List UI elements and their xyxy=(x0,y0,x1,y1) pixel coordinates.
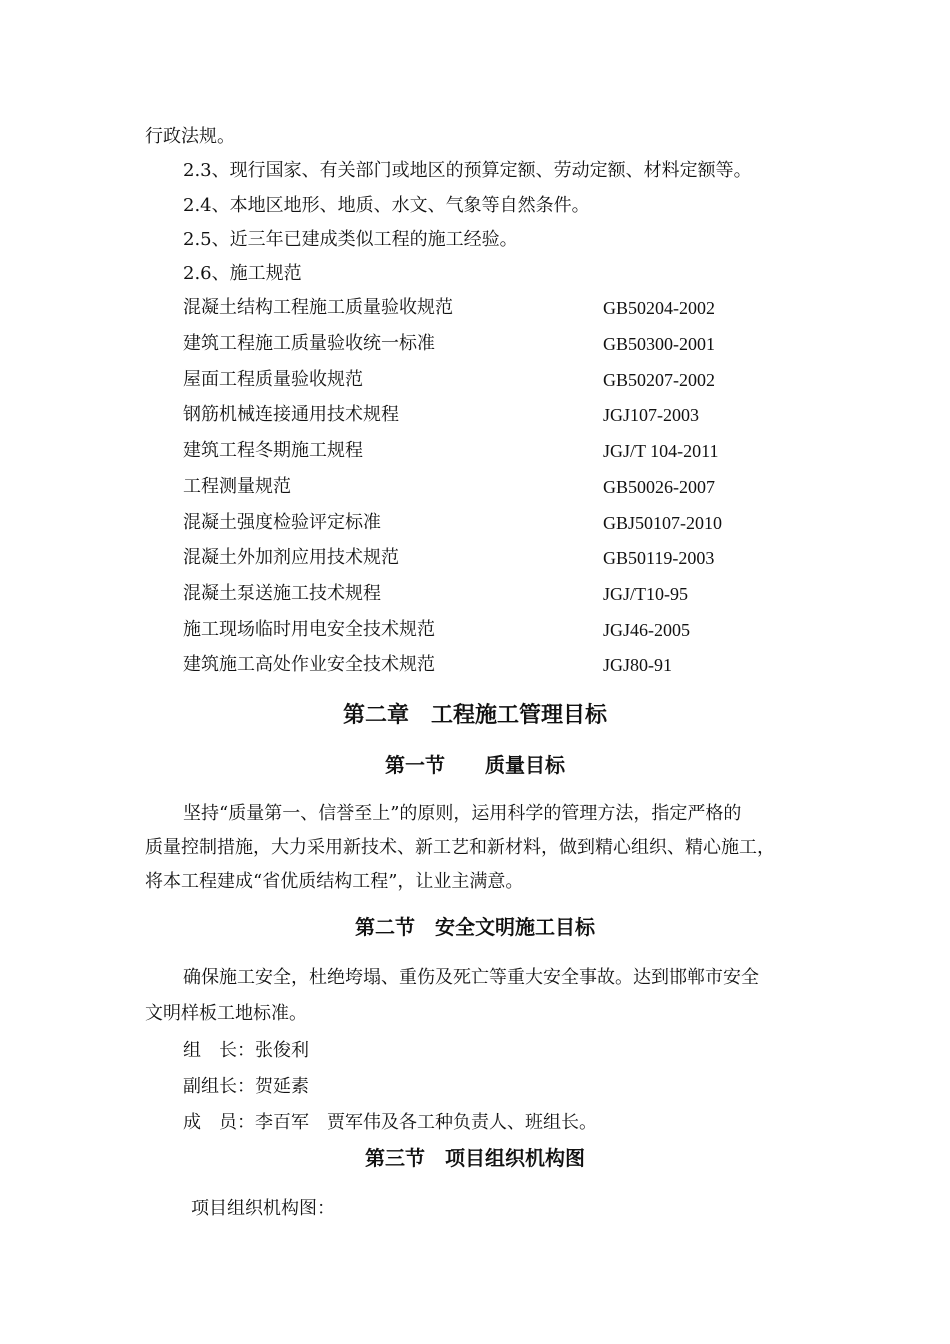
paragraph-line: 文明样板工地标准。 xyxy=(145,1003,307,1024)
spec-name: 混凝土结构工程施工质量验收规范 xyxy=(183,297,453,318)
paragraph-line: 坚持“质量第一、信誉至上”的原则，运用科学的管理方法，指定严格的 xyxy=(183,803,742,824)
spec-code: JGJ46-2005 xyxy=(603,620,691,640)
spec-code: JGJ/T 104-2011 xyxy=(603,441,719,461)
spec-code: JGJ/T10-95 xyxy=(603,584,688,604)
spec-name: 屋面工程质量验收规范 xyxy=(183,369,363,390)
section-title: 第二节 安全文明施工目标 xyxy=(355,915,595,939)
org-chart-label: 项目组织机构图： xyxy=(191,1198,335,1219)
spec-code: GB50026-2007 xyxy=(603,477,715,497)
paragraph-line: 将本工程建成“省优质结构工程”，让业主满意。 xyxy=(145,871,524,892)
spec-code: JGJ80-91 xyxy=(603,655,673,675)
intro-line: 2.5、近三年已建成类似工程的施工经验。 xyxy=(183,229,518,250)
spec-code: GB50207-2002 xyxy=(603,370,715,390)
spec-code: GBJ50107-2010 xyxy=(603,513,723,533)
spec-code: JGJ107-2003 xyxy=(603,405,700,425)
intro-line: 2.3、现行国家、有关部门或地区的预算定额、劳动定额、材料定额等。 xyxy=(183,160,752,181)
spec-name: 建筑工程冬期施工规程 xyxy=(183,440,363,461)
spec-name: 混凝土外加剂应用技术规范 xyxy=(183,547,399,568)
spec-code: GB50204-2002 xyxy=(603,298,715,318)
team-deputy: 副组长：贺延素 xyxy=(183,1076,309,1097)
spec-name: 钢筋机械连接通用技术规程 xyxy=(183,404,399,425)
paragraph-line: 确保施工安全，杜绝垮塌、重伤及死亡等重大安全事故。达到邯郸市安全 xyxy=(183,967,759,988)
spec-code: GB50119-2003 xyxy=(603,548,715,568)
spec-name: 工程测量规范 xyxy=(183,476,291,497)
spec-code: GB50300-2001 xyxy=(603,334,715,354)
spec-name: 混凝土泵送施工技术规程 xyxy=(183,583,381,604)
spec-name: 建筑施工高处作业安全技术规范 xyxy=(183,654,435,675)
chapter-title: 第二章 工程施工管理目标 xyxy=(342,702,607,728)
section-title: 第三节 项目组织机构图 xyxy=(365,1146,585,1170)
spec-name: 建筑工程施工质量验收统一标准 xyxy=(183,333,435,354)
paragraph-line: 质量控制措施，大力采用新技术、新工艺和新材料，做到精心组织、精心施工， xyxy=(145,837,775,858)
team-members: 成 员：李百军 贾军伟及各工种负责人、班组长。 xyxy=(183,1112,597,1133)
spec-name: 施工现场临时用电安全技术规范 xyxy=(183,619,435,640)
team-leader: 组 长：张俊利 xyxy=(183,1040,309,1061)
spec-name: 混凝土强度检验评定标准 xyxy=(183,512,381,533)
section-title: 第一节 质量目标 xyxy=(385,753,565,777)
intro-line: 行政法规。 xyxy=(145,126,235,147)
intro-line: 2.6、施工规范 xyxy=(183,263,302,284)
intro-line: 2.4、本地区地形、地质、水文、气象等自然条件。 xyxy=(183,195,590,216)
